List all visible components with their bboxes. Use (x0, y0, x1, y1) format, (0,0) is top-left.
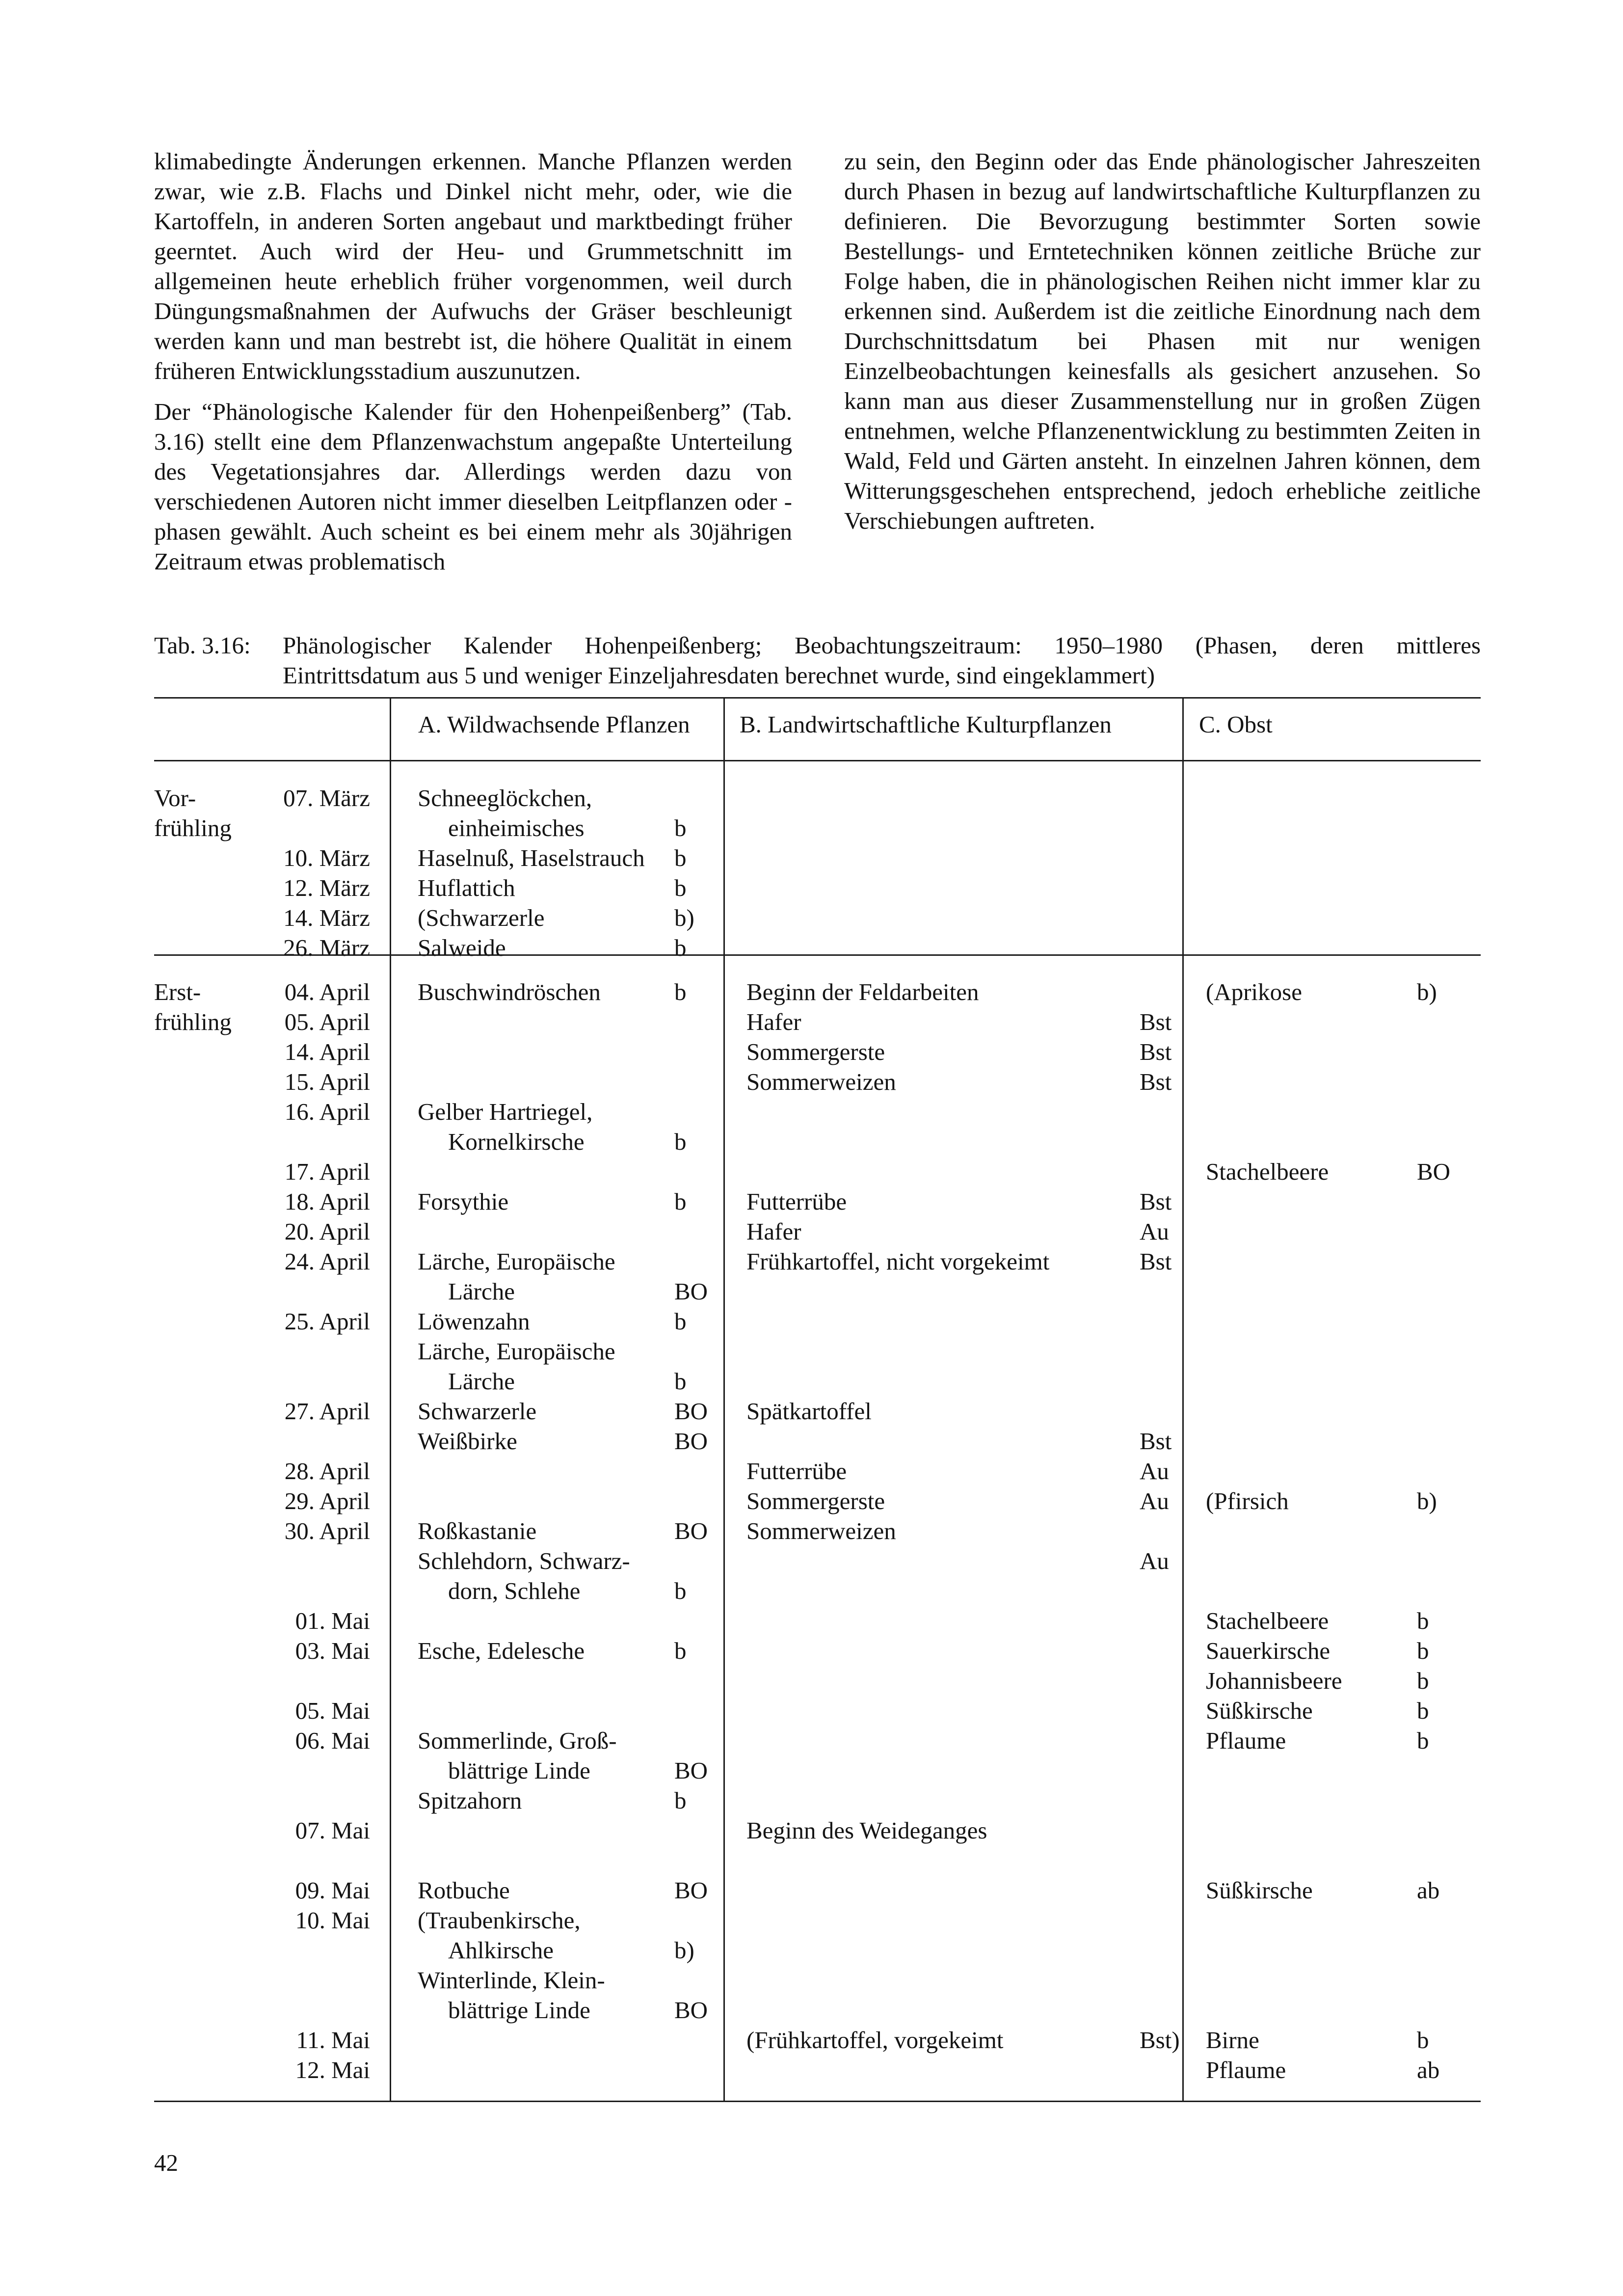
caption-label: Tab. 3.16: (154, 632, 251, 659)
date-cell: 26. März (283, 934, 370, 961)
fruit-cell: Sauerkirsche (1206, 1637, 1330, 1664)
date-cell: 07. März (283, 784, 370, 811)
fruit-cell: Pflaume (1206, 2056, 1286, 2083)
table-row (154, 1396, 1481, 1426)
table-row (154, 1815, 1481, 1845)
crop-code: Bst) (1140, 2026, 1180, 2053)
wild-plant-code: BO (674, 1877, 708, 1904)
fruit-code: b) (1417, 978, 1437, 1005)
date-cell: 14. März (283, 904, 370, 931)
table-row (154, 1875, 1481, 1905)
table-row (154, 1965, 1481, 1995)
wild-plant-code: b (674, 934, 687, 961)
table-row (154, 1246, 1481, 1276)
fruit-code: BO (1417, 1158, 1451, 1185)
table-row (154, 1516, 1481, 1546)
wild-plant-code: b (674, 1308, 687, 1335)
table-row (154, 1905, 1481, 1935)
date-cell: 16. April (284, 1098, 370, 1125)
table-top-rule (154, 697, 1481, 699)
paragraph: Der “Phänologische Kalender für den Hohenpeißenberg” (Tab. 3.16) stellt eine dem Pflanzenwachstum angepaßte Unterteilung des Vegetationsjahres dar. Allerdings werden dazu von verschiedenen Autoren nicht immer dieselben Leitpflanzen oder -phasen gewählt. Auch scheint es bei einem mehr als 30jährigen Zeitraum etwas problematisch (154, 398, 792, 575)
table-row (154, 843, 1481, 873)
wild-plant-code: b) (674, 1937, 694, 1964)
paragraph: klimabedingte Änderungen erkennen. Manche Pflanzen werden zwar, wie z.B. Flachs und Dinkel nicht mehr, oder, wie die Kartoffeln, in anderen Sorten angebaut und marktbedingt früher geerntet. Auch wird der Heu- und Grummetschnitt im allgemeinen heute erheblich früher vorgenommen, weil durch Düngungsmaßnahmen der Aufwuchs der Gräser beschleunigt werden kann und man bestrebt ist, die höhere Qualität in einem früheren Entwicklungsstadium auszunutzen. (154, 148, 792, 384)
date-cell: 28. April (284, 1458, 370, 1485)
crop-code: Au (1140, 1458, 1169, 1485)
table-row (154, 1007, 1481, 1037)
table-row (154, 903, 1481, 933)
fruit-cell: Stachelbeere (1206, 1607, 1329, 1634)
crop-cell: Sommergerste (746, 1487, 885, 1514)
table-row (154, 1187, 1481, 1216)
wild-plant-code: b (674, 844, 687, 871)
crop-cell: Futterrübe (746, 1458, 847, 1485)
season-label: Erst- frühling (154, 978, 232, 1035)
wild-plant-cell: blättrige Linde (448, 1757, 590, 1784)
wild-plant-cell: (Traubenkirsche, (418, 1907, 581, 1934)
wild-plant-cell: Huflattich (418, 874, 515, 901)
date-cell: 04. April (284, 978, 370, 1005)
table-row (154, 933, 1481, 963)
date-cell: 07. Mai (295, 1817, 370, 1844)
crop-code: Bst (1140, 1428, 1172, 1455)
fruit-code: b) (1417, 1487, 1437, 1514)
season-label: Vor- frühling (154, 784, 232, 841)
date-cell: 12. Mai (295, 2056, 370, 2083)
table-row (154, 813, 1481, 843)
table-row (154, 1606, 1481, 1636)
table-row (154, 2055, 1481, 2085)
fruit-cell: Pflaume (1206, 1727, 1286, 1754)
fruit-code: b (1417, 1727, 1429, 1754)
fruit-code: b (1417, 1697, 1429, 1724)
wild-plant-cell: Winterlinde, Klein- (418, 1967, 605, 1994)
wild-plant-code: BO (674, 1278, 708, 1305)
crop-cell: Spätkartoffel (746, 1398, 872, 1425)
date-cell: 09. Mai (295, 1877, 370, 1904)
table-row (154, 1067, 1481, 1097)
wild-plant-code: b) (674, 904, 694, 931)
wild-plant-code: b (674, 1368, 687, 1395)
table-row (154, 1037, 1481, 1067)
crop-code: Bst (1140, 1068, 1172, 1095)
wild-plant-cell: Esche, Edelesche (418, 1637, 585, 1664)
table-row (154, 1785, 1481, 1815)
table-row (154, 1636, 1481, 1666)
text-column-right (844, 146, 1481, 546)
crop-code: Bst (1140, 1038, 1172, 1065)
wild-plant-cell: dorn, Schlehe (448, 1577, 581, 1604)
wild-plant-cell: Ahlkirsche (448, 1937, 554, 1964)
crop-cell: Sommerweizen (746, 1068, 896, 1095)
table-caption (154, 630, 1481, 690)
crop-cell: Sommergerste (746, 1038, 885, 1065)
page-number: 42 (154, 2149, 178, 2176)
table-row (154, 1995, 1481, 2025)
table-row (154, 1845, 1481, 1875)
fruit-cell: (Pfirsich (1206, 1487, 1289, 1514)
date-cell: 14. April (284, 1038, 370, 1065)
wild-plant-cell: Lärche, Europäische (418, 1338, 615, 1365)
header-fruit: C. Obst (1199, 711, 1273, 738)
date-cell: 10. März (283, 844, 370, 871)
crop-code: Bst (1140, 1188, 1172, 1215)
fruit-cell: Johannisbeere (1206, 1667, 1342, 1694)
wild-plant-cell: Lärche (448, 1278, 515, 1305)
date-cell: 01. Mai (295, 1607, 370, 1634)
fruit-code: b (1417, 1607, 1429, 1634)
wild-plant-code: BO (674, 1757, 708, 1784)
wild-plant-cell: Schlehdorn, Schwarz- (418, 1547, 630, 1574)
wild-plant-cell: Löwenzahn (418, 1308, 530, 1335)
wild-plant-code: BO (674, 1398, 708, 1425)
table-row (154, 1456, 1481, 1486)
wild-plant-cell: (Schwarzerle (418, 904, 545, 931)
date-cell: 05. Mai (295, 1697, 370, 1724)
wild-plant-cell: Lärche (448, 1368, 515, 1395)
wild-plant-code: b (674, 814, 687, 841)
table-row (154, 1756, 1481, 1785)
wild-plant-code: BO (674, 1517, 708, 1544)
table-row (154, 1576, 1481, 1606)
date-cell: 05. April (284, 1008, 370, 1035)
table-bottom-rule (154, 2101, 1481, 2102)
fruit-cell: Stachelbeere (1206, 1158, 1329, 1185)
wild-plant-code: b (674, 1188, 687, 1215)
fruit-cell: Süßkirsche (1206, 1697, 1313, 1724)
wild-plant-cell: Haselnuß, Haselstrauch (418, 844, 645, 871)
crop-code: Bst (1140, 1008, 1172, 1035)
caption-line-1: Phänologischer Kalender Hohenpeißenberg; Beobachtungszeitraum: 1950–1980 (Phasen, deren mittleres (283, 632, 1481, 659)
crop-code: Au (1140, 1547, 1169, 1574)
date-cell: 15. April (284, 1068, 370, 1095)
table-header-rule (154, 760, 1481, 761)
fruit-code: b (1417, 1637, 1429, 1664)
table-row (154, 977, 1481, 1007)
table-row (154, 1306, 1481, 1336)
date-cell: 30. April (284, 1517, 370, 1544)
paragraph: zu sein, den Beginn oder das Ende phänologischer Jahreszeiten durch Phasen in bezug auf landwirtschaftliche Kulturpflanzen zu definieren. Die Bevorzugung bestimmter Sorten sowie Bestellungs- und Erntetechniken können zeitliche Brüche zur Folge haben, die in phänologischen Reihen nicht immer klar zu erkennen sind. Außerdem ist die zeitliche Einordnung nach dem Durchschnittsdatum bei Phasen mit nur wenigen Einzelbeobachtungen keinesfalls als gesichert anzusehen. So kann man aus dieser Zusammenstellung nur in großen Zügen entnehmen, welche Pflanzenentwicklung zu bestimmten Zeiten in Wald, Feld und Gärten ansteht. In einzelnen Jahren können, dem Witterungsgeschehen entsprechend, jedoch erhebliche zeitliche Verschiebungen auftreten. (844, 148, 1481, 534)
table-row (154, 1426, 1481, 1456)
wild-plant-code: BO (674, 1428, 708, 1455)
header-wild-plants: A. Wildwachsende Pflanzen (418, 711, 690, 738)
table-row (154, 1366, 1481, 1396)
header-crops: B. Landwirtschaftliche Kulturpflanzen (740, 711, 1112, 738)
table-row (154, 783, 1481, 813)
crop-code: Au (1140, 1487, 1169, 1514)
section-vorfruehling (154, 783, 1481, 963)
table-row (154, 1127, 1481, 1157)
crop-cell: Beginn der Feldarbeiten (746, 978, 979, 1005)
wild-plant-code: b (674, 1787, 687, 1814)
wild-plant-cell: Rotbuche (418, 1877, 510, 1904)
date-cell: 06. Mai (295, 1727, 370, 1754)
crop-code: Au (1140, 1218, 1169, 1245)
table-row (154, 1696, 1481, 1726)
section-erstfruehling (154, 977, 1481, 2085)
fruit-code: b (1417, 1667, 1429, 1694)
table-row (154, 2025, 1481, 2055)
wild-plant-cell: Schneeglöckchen, (418, 784, 592, 811)
caption-line-2: Eintrittsdatum aus 5 und weniger Einzeljahresdaten berechnet wurde, sind eingeklammert) (283, 662, 1155, 689)
wild-plant-cell: Spitzahorn (418, 1787, 522, 1814)
table-row (154, 1546, 1481, 1576)
date-cell: 17. April (284, 1158, 370, 1185)
wild-plant-code: b (674, 1128, 687, 1155)
date-cell: 20. April (284, 1218, 370, 1245)
crop-cell: Sommerweizen (746, 1517, 896, 1544)
crop-cell: Frühkartoffel, nicht vorgekeimt (746, 1248, 1050, 1275)
table-row (154, 1276, 1481, 1306)
date-cell: 25. April (284, 1308, 370, 1335)
table-row (154, 1726, 1481, 1756)
crop-cell: (Frühkartoffel, vorgekeimt (746, 2026, 1004, 2053)
fruit-code: ab (1417, 2056, 1440, 2083)
crop-cell: Hafer (746, 1218, 801, 1245)
table-row (154, 1216, 1481, 1246)
fruit-cell: Birne (1206, 2026, 1259, 2053)
wild-plant-code: b (674, 874, 687, 901)
crop-cell: Futterrübe (746, 1188, 847, 1215)
wild-plant-cell: Lärche, Europäische (418, 1248, 615, 1275)
date-cell: 11. Mai (296, 2026, 370, 2053)
fruit-cell: (Aprikose (1206, 978, 1302, 1005)
table-row (154, 873, 1481, 903)
wild-plant-cell: Salweide (418, 934, 506, 961)
table-row (154, 1935, 1481, 1965)
wild-plant-code: b (674, 1577, 687, 1604)
wild-plant-cell: Buschwindröschen (418, 978, 601, 1005)
date-cell: 18. April (284, 1188, 370, 1215)
wild-plant-cell: Schwarzerle (418, 1398, 537, 1425)
wild-plant-code: b (674, 978, 687, 1005)
wild-plant-cell: Sommerlinde, Groß- (418, 1727, 617, 1754)
date-cell: 12. März (283, 874, 370, 901)
date-cell: 29. April (284, 1487, 370, 1514)
wild-plant-code: BO (674, 1997, 708, 2024)
fruit-code: ab (1417, 1877, 1440, 1904)
wild-plant-cell: Kornelkirsche (448, 1128, 585, 1155)
wild-plant-cell: Weißbirke (418, 1428, 517, 1455)
wild-plant-cell: Forsythie (418, 1188, 509, 1215)
fruit-cell: Süßkirsche (1206, 1877, 1313, 1904)
date-cell: 03. Mai (295, 1637, 370, 1664)
fruit-code: b (1417, 2026, 1429, 2053)
wild-plant-cell: blättrige Linde (448, 1997, 590, 2024)
crop-code: Bst (1140, 1248, 1172, 1275)
wild-plant-cell: Roßkastanie (418, 1517, 537, 1544)
crop-cell: Beginn des Weideganges (746, 1817, 987, 1844)
date-cell: 27. April (284, 1398, 370, 1425)
table-row (154, 1336, 1481, 1366)
wild-plant-cell: einheimisches (448, 814, 585, 841)
date-cell: 24. April (284, 1248, 370, 1275)
crop-cell: Hafer (746, 1008, 801, 1035)
table-row (154, 1097, 1481, 1127)
table-row (154, 1486, 1481, 1516)
wild-plant-cell: Gelber Hartriegel, (418, 1098, 593, 1125)
wild-plant-code: b (674, 1637, 687, 1664)
table-row (154, 1157, 1481, 1187)
date-cell: 10. Mai (295, 1907, 370, 1934)
table-row (154, 1666, 1481, 1696)
text-column-left (154, 146, 792, 587)
